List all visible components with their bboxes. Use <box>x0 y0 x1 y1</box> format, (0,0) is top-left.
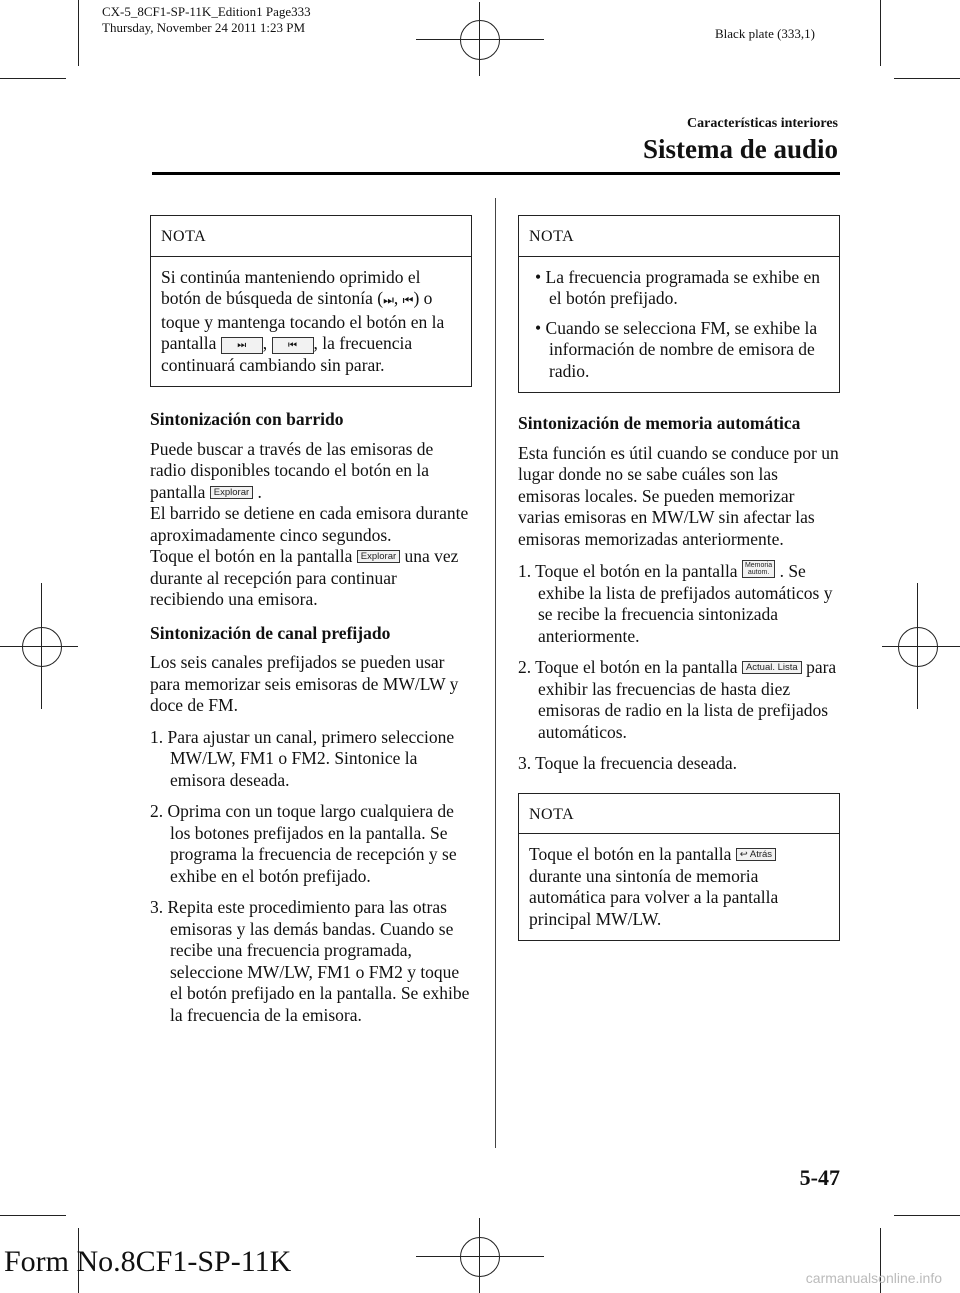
actual-lista-button-image: Actual. Lista <box>742 661 802 674</box>
preset-intro: Los seis canales prefijados se pueden usar para memorizar seis emisoras de MW/LW y doce de FM. <box>150 652 459 715</box>
auto-step: 3. Toque la frecuencia deseada. <box>518 753 738 773</box>
crop-mark <box>894 1215 960 1216</box>
watermark: carmanualsonline.info <box>805 1270 942 1286</box>
registration-line <box>917 583 918 709</box>
note-title: NOTA <box>519 794 839 835</box>
back-arrow-icon: ↩ <box>739 849 748 860</box>
scan-paragraph-2: El barrido se detiene en cada emisora durante aproximadamente cinco segundos. <box>150 503 469 545</box>
registration-line <box>882 646 960 647</box>
note-bullet: • La frecuencia programada se exhibe en el botón prefijado. <box>535 266 821 308</box>
print-header <box>102 4 311 36</box>
note-body: Toque el botón en la pantalla ↩ Atrás durante una sintonía de memoria automática para volver a la pantalla principal MW/LW. <box>529 844 779 929</box>
registration-mark-top <box>460 20 500 60</box>
auto-step: 2. Toque el botón en la pantalla Actual. Lista para exhibir las frecuencias de hasta diez emisoras de radio en la lista de prefijados automáticos. <box>518 657 837 742</box>
print-header-date: Thursday, November 24 2011 1:23 PM <box>102 20 306 35</box>
registration-mark-right <box>898 627 938 667</box>
seek-down-screen-button-icon: ⏮ <box>272 337 314 354</box>
seek-up-screen-button-icon: ⏭ <box>221 337 263 354</box>
crop-mark <box>78 0 79 66</box>
preset-step: 2. Oprima con un toque largo cualquiera de los botones prefijados en la pantalla. Se programa la frecuencia de recepción y se exhibe en el botón prefijado. <box>150 801 457 886</box>
left-column <box>150 215 472 1036</box>
note-box <box>518 793 840 942</box>
plate-label: Black plate (333,1) <box>715 26 815 41</box>
scan-heading: Sintonización con barrido <box>150 409 344 429</box>
crop-mark <box>0 1215 66 1216</box>
note-title: NOTA <box>151 216 471 257</box>
note-box <box>150 215 472 387</box>
preset-step: 3. Repita este procedimiento para las otras emisoras y las demás bandas. Cuando se recibe una frecuencia programada, seleccione MW/LW, FM1 o FM2 y toque el botón prefijado en la pantalla. Se exhibe la frecuencia de la emisora. <box>150 897 470 1025</box>
scan-paragraph-3: Toque el botón en la pantalla Explorar una vez durante al recepción para continuar recibiendo una emisora. <box>150 546 459 609</box>
note-box <box>518 215 840 393</box>
seek-down-icon: ⏮ <box>402 293 414 307</box>
form-number: Form No.8CF1-SP-11K <box>4 1245 292 1278</box>
crop-mark <box>0 78 66 79</box>
seek-up-icon: ⏭ <box>383 293 394 307</box>
column-divider <box>495 198 496 1148</box>
auto-memory-heading: Sintonización de memoria automática <box>518 413 801 433</box>
atras-button-image: ↩ Atrás <box>736 848 776 861</box>
auto-memory-intro: Esta función es útil cuando se conduce por un lugar donde no se sabe cuáles son las emisoras locales. Se pueden memorizar varias emisoras en MW/LW sin afectar las emisoras memorizadas anteriormente. <box>518 442 839 549</box>
memoria-autom-button-image: Memoria autom. <box>742 560 775 578</box>
right-column <box>518 215 840 941</box>
explorar-button-image: Explorar <box>357 550 400 563</box>
registration-mark-left <box>22 627 62 667</box>
registration-line <box>0 646 78 647</box>
registration-line <box>416 39 544 40</box>
note-bullet: • Cuando se selecciona FM, se exhibe la información de nombre de emisora de radio. <box>535 317 818 381</box>
registration-mark-bottom <box>460 1237 500 1277</box>
crop-mark <box>880 0 881 66</box>
note-body: Si continúa manteniendo oprimido el botón de búsqueda de sintonía (⏭, ⏮) o toque y mantenga tocando el botón en la pantalla ⏭ , ⏮ , la frecuencia continuará cambiando sin parar. <box>161 266 445 375</box>
preset-step: 1. Para ajustar un canal, primero seleccione MW/LW, FM1 o FM2. Sintonice la emisora deseada. <box>150 726 455 790</box>
auto-step: 1. Toque el botón en la pantalla Memoria autom. . Se exhibe la lista de prefijados automáticos y se recibe la frecuencia sintonizada anteriormente. <box>518 561 833 646</box>
registration-line <box>479 2 480 76</box>
page-number: 5-47 <box>799 1165 840 1190</box>
note-title: NOTA <box>519 216 839 257</box>
scan-paragraph-1: Puede buscar a través de las emisoras de radio disponibles tocando el botón en la pantalla Explorar . <box>150 438 434 502</box>
note-body <box>519 257 839 393</box>
section-title: Sistema de audio <box>642 134 838 164</box>
print-header-file: CX-5_8CF1-SP-11K_Edition1 Page333 <box>102 4 311 19</box>
crop-mark <box>894 78 960 79</box>
preset-heading: Sintonización de canal prefijado <box>150 622 391 643</box>
section-label: Características interiores <box>687 116 838 131</box>
explorar-button-image: Explorar <box>210 486 253 499</box>
header-rule <box>152 172 840 175</box>
registration-line <box>416 1256 544 1257</box>
registration-line <box>41 583 42 709</box>
registration-line <box>479 1218 480 1293</box>
